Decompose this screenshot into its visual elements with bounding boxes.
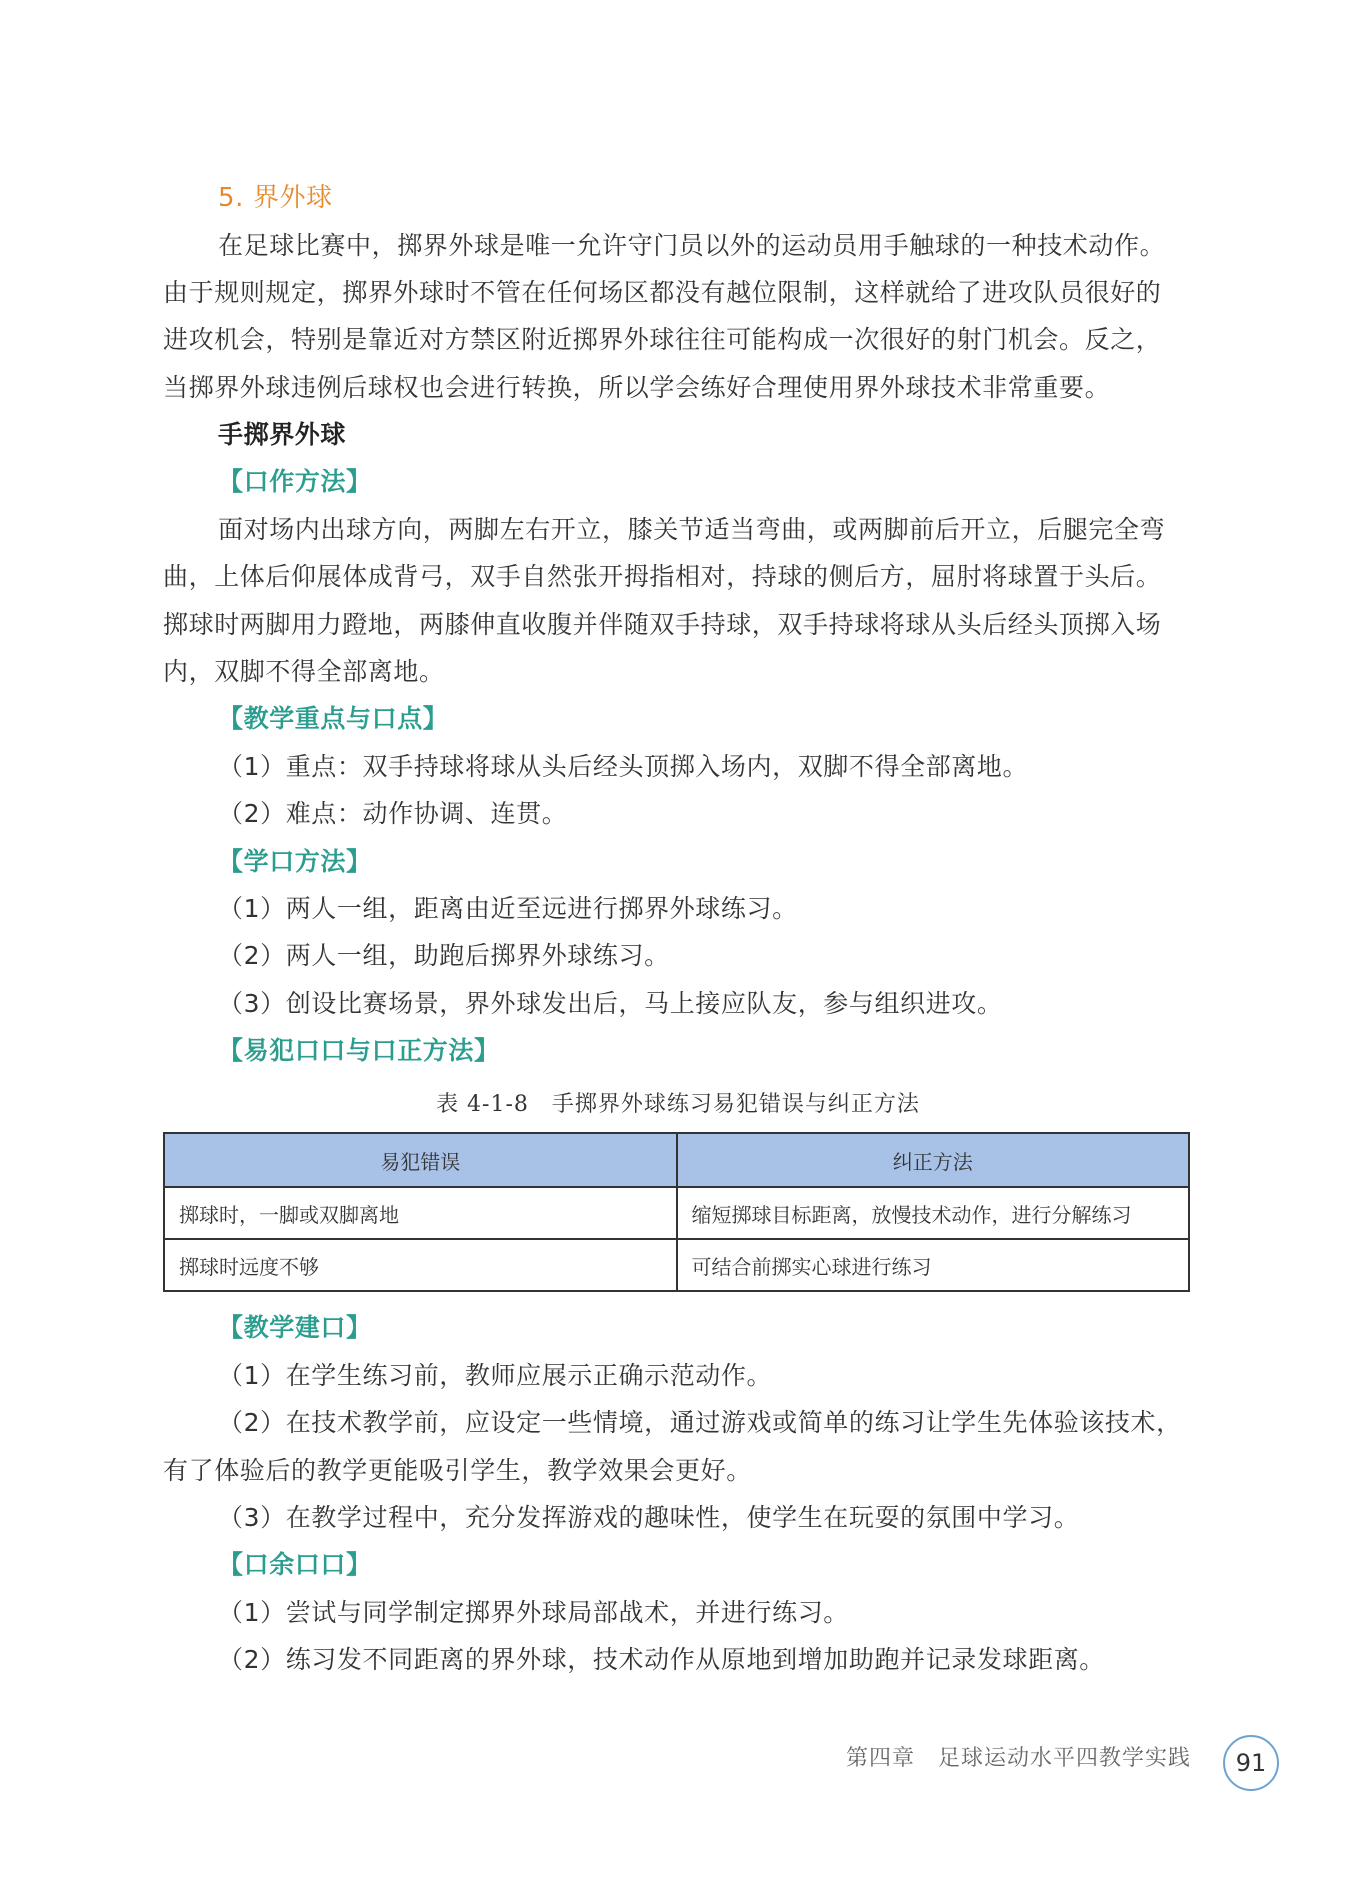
key-point-2: （2）难点：动作协调、连贯。 [218, 799, 568, 828]
key-heading: 【教学重点与口点】 [218, 704, 449, 733]
table-header-cell: 纠正方法 [677, 1133, 1190, 1187]
page-number: 91 [1223, 1735, 1279, 1791]
intro-line-2: 由于规则规定，掷界外球时不管在任何场区都没有越位限制，这样就给了进攻队员很好的 [163, 278, 1162, 307]
subsection-title: 手掷界外球 [218, 420, 347, 449]
learn-point-1: （1）两人一组，距离由近至远进行掷界外球练习。 [218, 894, 798, 923]
table-cell: 掷球时远度不够 [164, 1239, 677, 1291]
extra-heading: 【口余口口】 [218, 1550, 372, 1579]
intro-line-1: 在足球比赛中，掷界外球是唯一允许守门员以外的运动员用手触球的一种技术动作。 [218, 231, 1166, 260]
learn-point-3: （3）创设比赛场景，界外球发出后，马上接应队友，参与组织进攻。 [218, 989, 1003, 1018]
advice-line-1: （1）在学生练习前，教师应展示正确示范动作。 [218, 1361, 773, 1390]
advice-line-3: 有了体验后的教学更能吸引学生，教学效果会更好。 [163, 1456, 752, 1485]
table-caption: 表 4-1-8 手掷界外球练习易犯错误与纠正方法 [436, 1092, 920, 1117]
learn-heading: 【学口方法】 [218, 847, 372, 876]
action-line-1: 面对场内出球方向，两脚左右开立，膝关节适当弯曲，或两脚前后开立，后腿完全弯 [218, 515, 1166, 544]
section-title: 5. 界外球 [218, 183, 333, 213]
intro-line-3: 进攻机会，特别是靠近对方禁区附近掷界外球往往可能构成一次很好的射门机会。反之， [163, 325, 1162, 354]
advice-line-2: （2）在技术教学前，应设定一些情境，通过游戏或简单的练习让学生先体验该技术， [218, 1408, 1182, 1437]
action-heading: 【口作方法】 [218, 467, 372, 496]
table-header-row [164, 1133, 1189, 1187]
table-cell: 掷球时，一脚或双脚离地 [164, 1187, 677, 1239]
learn-point-2: （2）两人一组，助跑后掷界外球练习。 [218, 941, 670, 970]
action-line-2: 曲，上体后仰展体成背弓，双手自然张开拇指相对，持球的侧后方，屈肘将球置于头后。 [163, 562, 1162, 591]
extra-line-2: （2）练习发不同距离的界外球，技术动作从原地到增加助跑并记录发球距离。 [218, 1645, 1105, 1674]
errors-heading: 【易犯口口与口正方法】 [218, 1036, 500, 1065]
key-point-1: （1）重点：双手持球将球从头后经头顶掷入场内，双脚不得全部离地。 [218, 752, 1029, 781]
errors-table [163, 1132, 1190, 1292]
chapter-footer: 第四章 足球运动水平四教学实践 [845, 1746, 1191, 1771]
table-cell: 缩短掷球目标距离，放慢技术动作，进行分解练习 [677, 1187, 1190, 1239]
table-cell: 可结合前掷实心球进行练习 [677, 1239, 1190, 1291]
table-row [164, 1187, 1189, 1239]
intro-line-4: 当掷界外球违例后球权也会进行转换，所以学会练好合理使用界外球技术非常重要。 [163, 373, 1111, 402]
advice-heading: 【教学建口】 [218, 1313, 372, 1342]
advice-line-4: （3）在教学过程中，充分发挥游戏的趣味性，使学生在玩耍的氛围中学习。 [218, 1503, 1080, 1532]
action-line-4: 内，双脚不得全部离地。 [163, 657, 445, 686]
action-line-3: 掷球时两脚用力蹬地，两膝伸直收腹并伴随双手持球，双手持球将球从头后经头顶掷入场 [163, 610, 1162, 639]
table-row [164, 1239, 1189, 1291]
table-header-cell: 易犯错误 [164, 1133, 677, 1187]
extra-line-1: （1）尝试与同学制定掷界外球局部战术，并进行练习。 [218, 1598, 849, 1627]
